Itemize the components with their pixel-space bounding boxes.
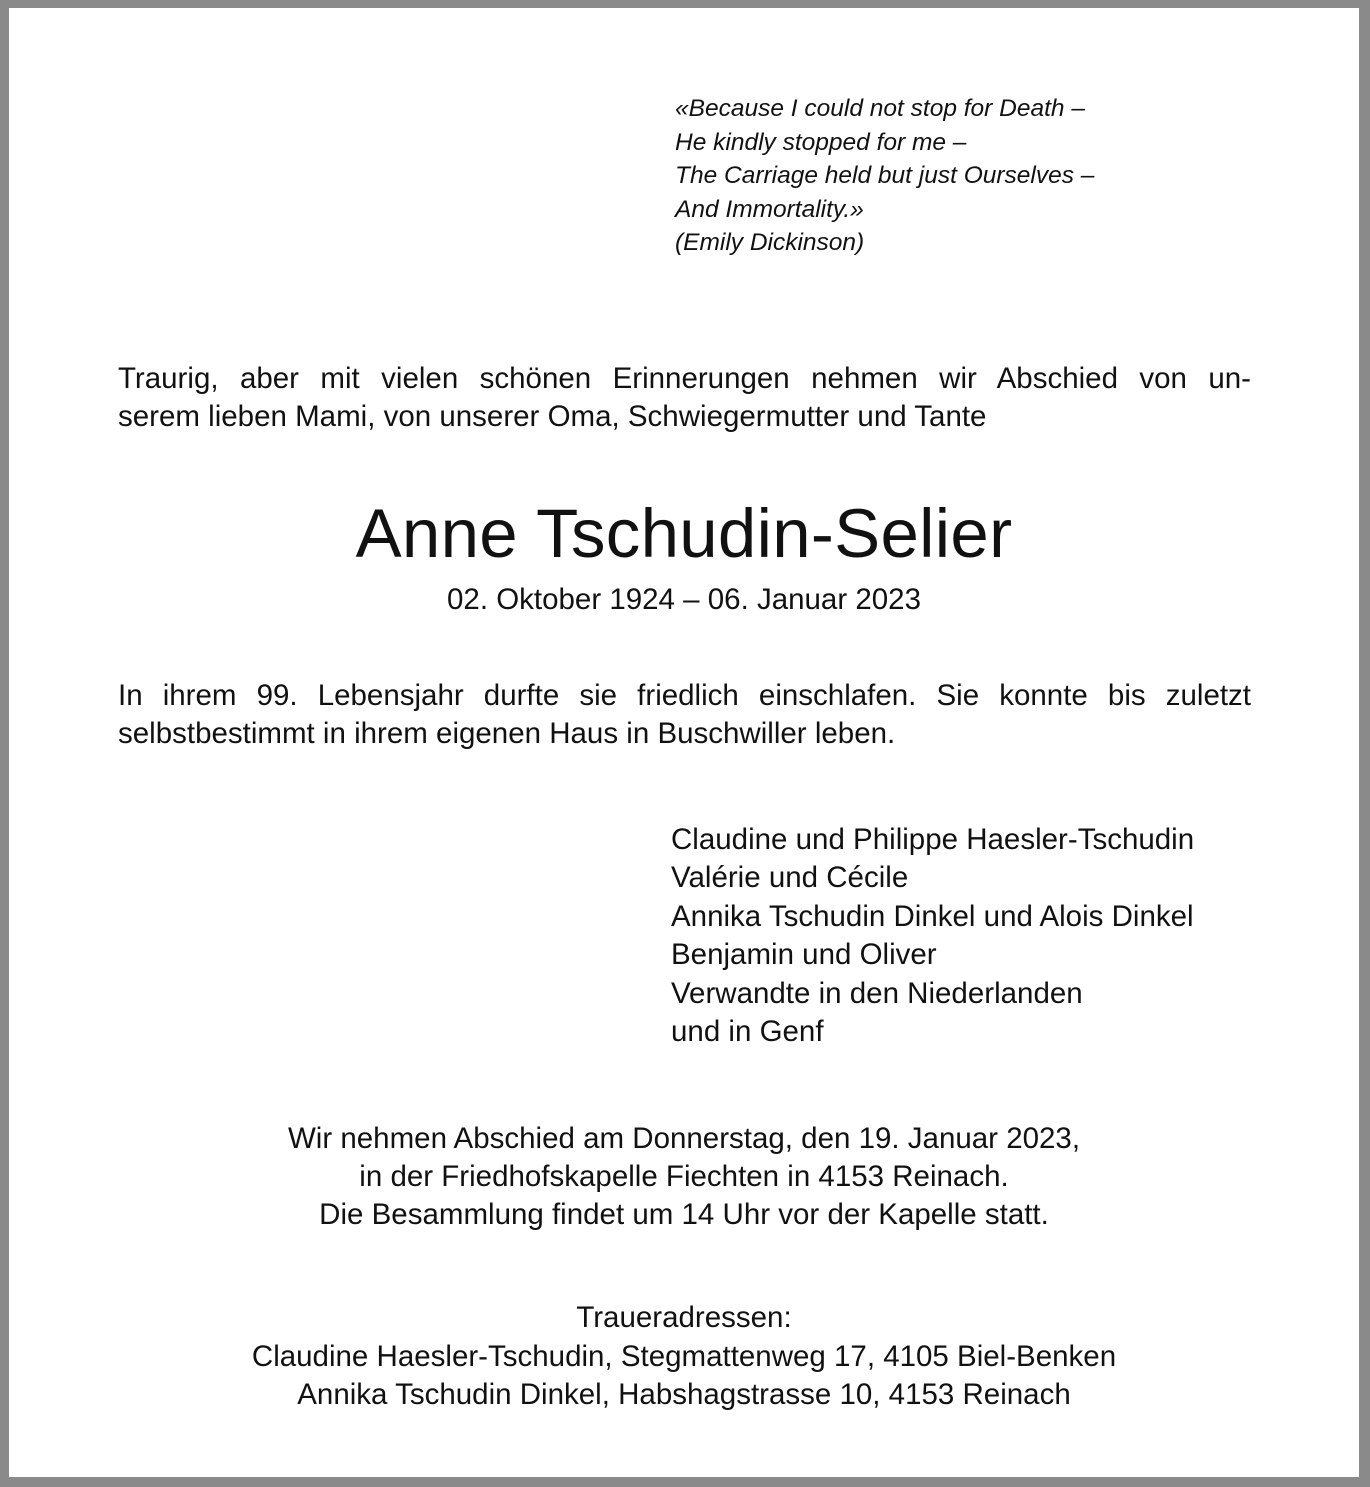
ceremony-line: Wir nehmen Abschied am Donnerstag, den 19. Januar 2023, [287, 1122, 1081, 1155]
life-line: selbstbestimmt in ihrem eigenen Haus in Buschwiller leben. [118, 717, 896, 750]
life-paragraph [118, 677, 1251, 753]
ceremony-info [9, 1120, 1359, 1234]
addresses-heading: Traueradressen: [576, 1301, 792, 1334]
address-line: Annika Tschudin Dinkel, Habshagstrasse 10, 4153 Reinach [297, 1378, 1071, 1411]
mourner-line: Valérie und Cécile [671, 861, 909, 895]
mourning-addresses [9, 1299, 1359, 1415]
mourner-line: Claudine und Philippe Haesler-Tschudin [671, 823, 1195, 856]
quote-line: The Carriage held but just Ourselves – [675, 162, 1095, 189]
life-line: In ihrem 99. Lebensjahr durfte sie friedlich einschlafen. Sie konnte bis zuletzt [118, 679, 1251, 712]
ceremony-line: Die Besammlung findet um 14 Uhr vor der Kapelle statt. [319, 1198, 1049, 1231]
intro-paragraph [118, 360, 1251, 436]
quote-attribution: (Emily Dickinson) [675, 229, 865, 256]
mourner-line: Benjamin und Oliver [671, 938, 937, 972]
life-dates: 02. Oktober 1924 – 06. Januar 2023 [447, 583, 921, 616]
intro-line: Traurig, aber mit vielen schönen Erinnerungen nehmen wir Abschied von un- [118, 362, 1251, 395]
mourner-line: Verwandte in den Niederlanden [671, 976, 1083, 1010]
mourner-line: und in Genf [671, 1015, 824, 1049]
deceased-name: Anne Tschudin-Selier [355, 495, 1013, 572]
address-line: Claudine Haesler-Tschudin, Stegmattenweg 17, 4105 Biel-Benken [251, 1339, 1117, 1373]
quote-line: And Immortality.» [675, 195, 864, 223]
mourners-list [671, 821, 1291, 1051]
poem-quote [675, 92, 1235, 260]
mourner-line: Annika Tschudin Dinkel und Alois Dinkel [671, 899, 1194, 933]
ceremony-line: in der Friedhofskapelle Fiechten in 4153 Reinach. [359, 1160, 1009, 1193]
intro-line: serem lieben Mami, von unserer Oma, Schwiegermutter und Tante [118, 400, 987, 433]
quote-line: «Because I could not stop for Death – [675, 95, 1085, 122]
quote-line: He kindly stopped for me – [675, 128, 967, 156]
